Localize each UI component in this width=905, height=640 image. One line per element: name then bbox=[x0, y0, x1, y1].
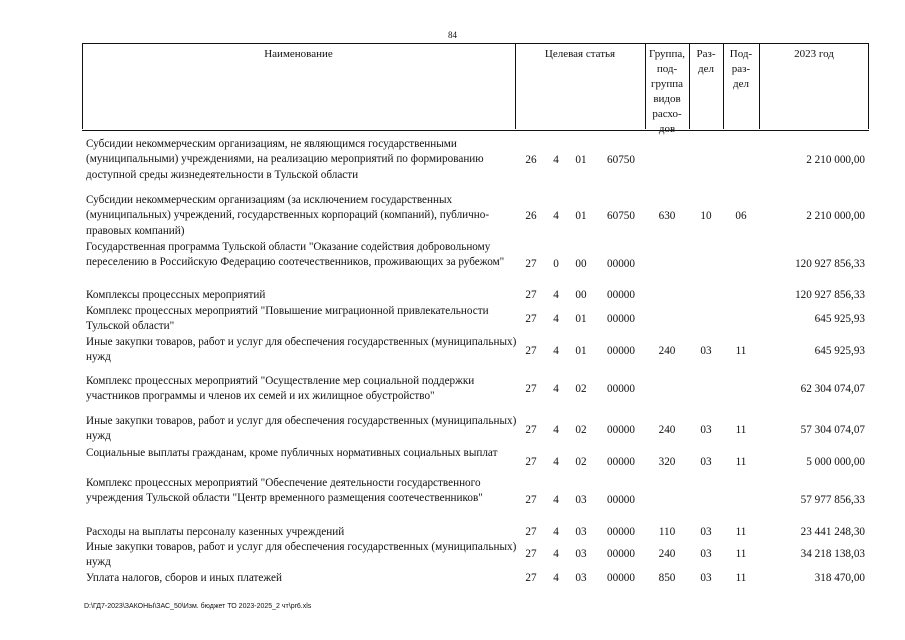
table-row bbox=[0, 446, 905, 477]
row-name: Комплексы процессных мероприятий bbox=[86, 289, 266, 301]
row-name: Иные закупки товаров, работ и услуг для обеспечения государственных (муниципальных) нужд bbox=[86, 415, 517, 443]
header-name: Наименование bbox=[264, 48, 333, 60]
row-program: 26 bbox=[525, 154, 537, 166]
row-type: 4 bbox=[553, 345, 559, 357]
row-name: Субсидии некоммерческим организациям (за исключением государственных (муниципальных) учреждений, государственных корпораций (компаний), публично-правовых компаний) bbox=[86, 194, 490, 237]
row-group: 240 bbox=[658, 548, 676, 560]
table-row bbox=[0, 571, 905, 587]
row-direction: 00000 bbox=[607, 424, 635, 436]
header-section-line: Раз- bbox=[696, 48, 716, 60]
header-year: 2023 год bbox=[794, 48, 834, 60]
table-row bbox=[0, 525, 905, 541]
row-amount: 318 470,00 bbox=[814, 572, 865, 584]
row-direction: 60750 bbox=[607, 154, 635, 166]
header-group-line: под- bbox=[656, 63, 678, 75]
row-subprogram: 01 bbox=[575, 345, 587, 357]
row-group: 240 bbox=[658, 345, 676, 357]
row-name: Расходы на выплаты персоналу казенных учреждений bbox=[86, 526, 345, 538]
row-direction: 00000 bbox=[607, 258, 635, 270]
row-type: 4 bbox=[553, 210, 559, 222]
row-type: 4 bbox=[553, 313, 559, 325]
row-section: 10 bbox=[700, 210, 712, 222]
header-subsection-line: раз- bbox=[731, 63, 751, 75]
row-subsection: 11 bbox=[735, 548, 747, 560]
row-program: 26 bbox=[525, 210, 537, 222]
table-row bbox=[0, 374, 905, 408]
row-program: 27 bbox=[525, 424, 537, 436]
row-name: Государственная программа Тульской области "Оказание содействия добровольному переселению в Российскую Федерацию соотечественников, проживающих за рубежом" bbox=[86, 241, 505, 269]
row-amount: 5 000 000,00 bbox=[806, 456, 865, 468]
row-type: 4 bbox=[553, 548, 559, 560]
header-section-line: дел bbox=[698, 63, 714, 75]
header-group-line: расхо- bbox=[652, 108, 682, 120]
row-amount: 120 927 856,33 bbox=[795, 258, 865, 270]
row-amount: 120 927 856,33 bbox=[795, 289, 865, 301]
row-direction: 00000 bbox=[607, 456, 635, 468]
row-program: 27 bbox=[525, 383, 537, 395]
row-subprogram: 03 bbox=[575, 494, 587, 506]
row-subprogram: 02 bbox=[575, 383, 587, 395]
table-row bbox=[0, 288, 905, 304]
table-row bbox=[0, 137, 905, 183]
row-program: 27 bbox=[525, 572, 537, 584]
row-type: 4 bbox=[553, 154, 559, 166]
row-section: 03 bbox=[700, 424, 712, 436]
row-program: 27 bbox=[525, 494, 537, 506]
header-subsection-line: дел bbox=[733, 78, 749, 90]
row-type: 4 bbox=[553, 424, 559, 436]
row-subsection: 06 bbox=[735, 210, 747, 222]
row-subprogram: 01 bbox=[575, 154, 587, 166]
row-subprogram: 03 bbox=[575, 572, 587, 584]
row-subprogram: 00 bbox=[575, 289, 587, 301]
row-name: Иные закупки товаров, работ и услуг для обеспечения государственных (муниципальных) нужд bbox=[86, 336, 517, 364]
table-row bbox=[0, 304, 905, 335]
row-section: 03 bbox=[700, 456, 712, 468]
row-amount: 2 210 000,00 bbox=[806, 210, 865, 222]
row-section: 03 bbox=[700, 548, 712, 560]
row-program: 27 bbox=[525, 526, 537, 538]
row-subsection: 11 bbox=[735, 345, 747, 357]
row-section: 03 bbox=[700, 572, 712, 584]
file-path-footer: D:\ГД7-2023\ЗАКОНЫ\ЗАС_50\Изм. бюджет ТО 2023-2025_2 чт\pr6.xls bbox=[84, 603, 312, 610]
row-amount: 645 925,93 bbox=[814, 345, 865, 357]
row-name: Субсидии некоммерческим организациям, не являющимся государственными (муниципальными) учреждениями, на реализацию мероприятий по формированию доступной среды жизнедеятельности в Тульской области bbox=[86, 138, 484, 181]
row-amount: 23 441 248,30 bbox=[800, 526, 865, 538]
row-amount: 2 210 000,00 bbox=[806, 154, 865, 166]
header-group-line: дов bbox=[658, 123, 676, 135]
row-subsection: 11 bbox=[735, 572, 747, 584]
table-row bbox=[0, 335, 905, 366]
row-direction: 00000 bbox=[607, 526, 635, 538]
row-direction: 00000 bbox=[607, 313, 635, 325]
row-type: 0 bbox=[553, 258, 559, 270]
row-subprogram: 03 bbox=[575, 526, 587, 538]
row-amount: 34 218 138,03 bbox=[800, 548, 865, 560]
row-program: 27 bbox=[525, 548, 537, 560]
row-type: 4 bbox=[553, 572, 559, 584]
header-group-line: Группа, bbox=[649, 48, 685, 60]
row-subsection: 11 bbox=[735, 526, 747, 538]
row-group: 850 bbox=[658, 572, 676, 584]
row-type: 4 bbox=[553, 383, 559, 395]
row-amount: 645 925,93 bbox=[814, 313, 865, 325]
row-program: 27 bbox=[525, 258, 537, 270]
row-direction: 00000 bbox=[607, 383, 635, 395]
row-subsection: 11 bbox=[735, 424, 747, 436]
row-subprogram: 02 bbox=[575, 456, 587, 468]
table-row bbox=[0, 540, 905, 571]
row-direction: 00000 bbox=[607, 345, 635, 357]
row-subsection: 11 bbox=[735, 456, 747, 468]
row-program: 27 bbox=[525, 456, 537, 468]
row-group: 630 bbox=[658, 210, 676, 222]
row-direction: 00000 bbox=[607, 548, 635, 560]
header-target-article: Целевая статья bbox=[544, 48, 616, 60]
table-row bbox=[0, 476, 905, 522]
header-group-line: видов bbox=[653, 93, 681, 105]
row-name: Иные закупки товаров, работ и услуг для обеспечения государственных (муниципальных) нужд bbox=[86, 541, 517, 569]
row-group: 110 bbox=[658, 526, 676, 538]
row-amount: 62 304 074,07 bbox=[800, 383, 865, 395]
row-group: 240 bbox=[658, 424, 676, 436]
row-type: 4 bbox=[553, 526, 559, 538]
row-name: Уплата налогов, сборов и иных платежей bbox=[86, 572, 282, 584]
row-program: 27 bbox=[525, 345, 537, 357]
row-name: Комплекс процессных мероприятий "Повышение миграционной привлекательности Тульской области" bbox=[86, 305, 489, 333]
row-direction: 00000 bbox=[607, 494, 635, 506]
row-subprogram: 03 bbox=[575, 548, 587, 560]
row-program: 27 bbox=[525, 289, 537, 301]
row-type: 4 bbox=[553, 494, 559, 506]
row-direction: 00000 bbox=[607, 572, 635, 584]
row-subprogram: 02 bbox=[575, 424, 587, 436]
page-number: 84 bbox=[448, 30, 457, 40]
row-name: Социальные выплаты гражданам, кроме публичных нормативных социальных выплат bbox=[86, 447, 498, 459]
row-subprogram: 01 bbox=[575, 313, 587, 325]
table-row bbox=[0, 414, 905, 445]
row-amount: 57 304 074,07 bbox=[800, 424, 865, 436]
row-type: 4 bbox=[553, 289, 559, 301]
row-group: 320 bbox=[658, 456, 676, 468]
row-program: 27 bbox=[525, 313, 537, 325]
row-section: 03 bbox=[700, 526, 712, 538]
header-group-line: группа bbox=[650, 78, 684, 90]
row-subprogram: 01 bbox=[575, 210, 587, 222]
row-amount: 57 977 856,33 bbox=[800, 494, 865, 506]
row-section: 03 bbox=[700, 345, 712, 357]
header-subsection-line: Под- bbox=[729, 48, 753, 60]
row-name: Комплекс процессных мероприятий "Осуществление мер социальной поддержки участников программы и членов их семей и их жилищное обустройство" bbox=[86, 375, 475, 403]
row-name: Комплекс процессных мероприятий "Обеспечение деятельности государственного учреждения Тульской области "Центр временного размещения соотечественников" bbox=[86, 477, 483, 505]
row-direction: 00000 bbox=[607, 289, 635, 301]
row-subprogram: 00 bbox=[575, 258, 587, 270]
row-direction: 60750 bbox=[607, 210, 635, 222]
table-row bbox=[0, 193, 905, 239]
row-type: 4 bbox=[553, 456, 559, 468]
table-row bbox=[0, 240, 905, 286]
